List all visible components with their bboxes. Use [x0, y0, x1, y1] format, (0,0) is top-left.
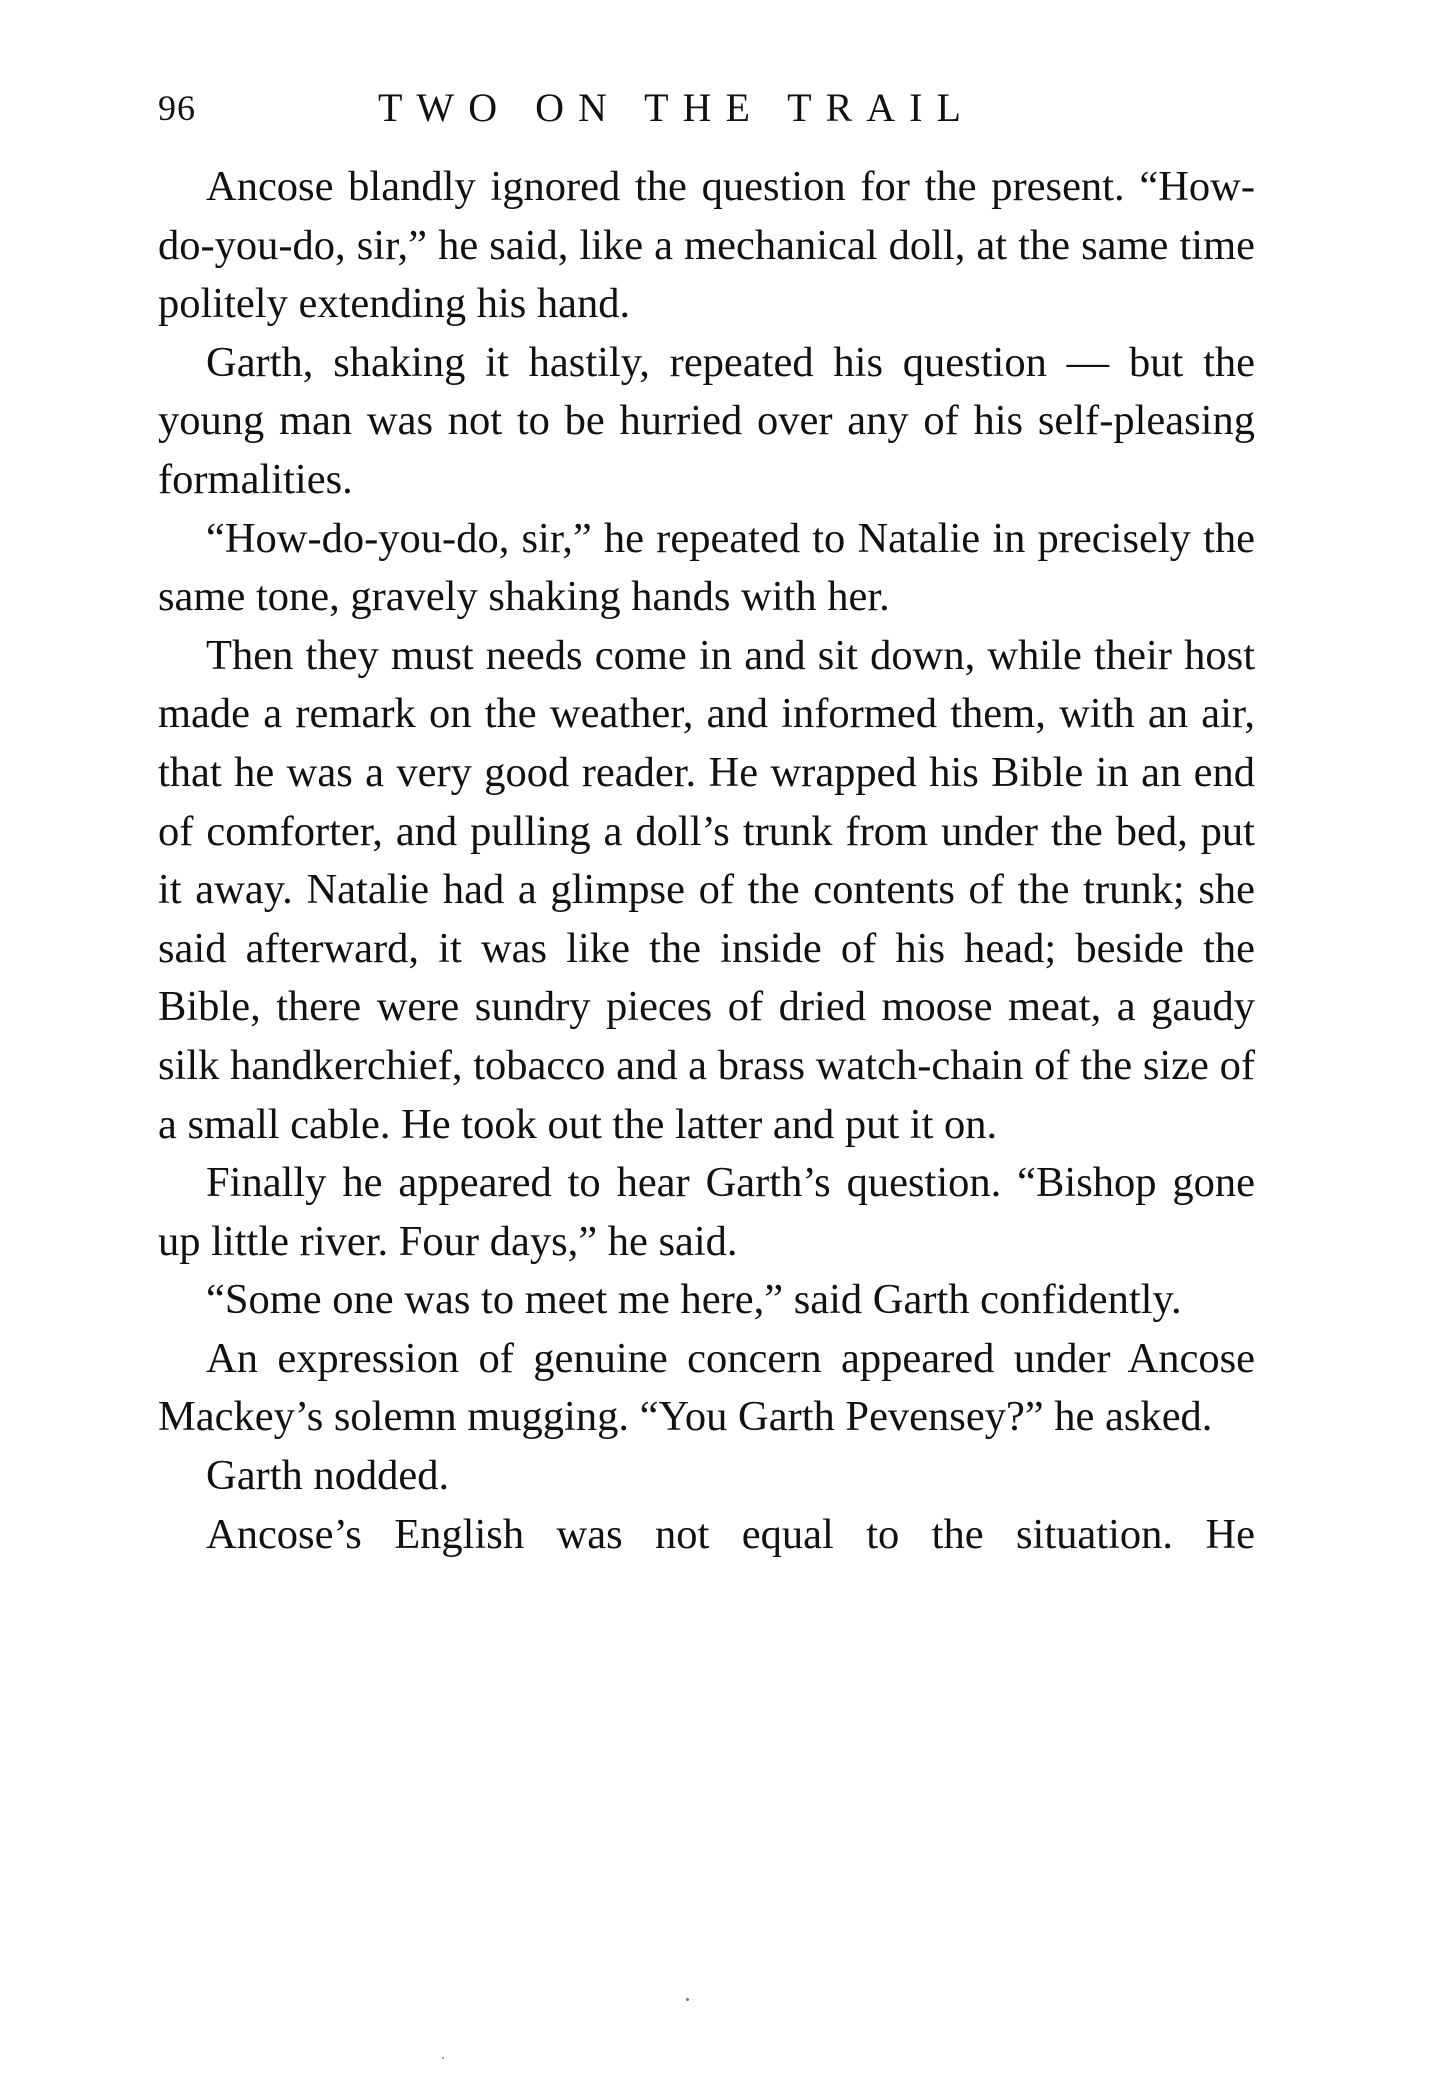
- paragraph: Garth, shaking it hastily, repeated his question — but the young man was not to be hurried over any of his self-pleasing formalities.: [158, 338, 1255, 503]
- page-number: 96: [158, 88, 196, 128]
- paragraph: Garth nodded.: [206, 1452, 450, 1500]
- paragraph: An expression of genuine concern appeared under Ancose Mackey’s solemn mugging. “You Garth Pevensey?” he asked.: [158, 1334, 1255, 1441]
- paragraph: Then they must needs come in and sit down, while their host made a remark on the weather, and informed them, with an air, that he was a very good reader. He wrapped his Bible in an end of comforter, and pulling a doll’s trunk from under the bed, put it away. Natalie had a glimpse of the contents of the trunk; she said afterward, it was like the inside of his head; beside the Bible, there were sundry pieces of dried moose meat, a gaudy silk handkerchief, tobacco and a brass watch-chain of the size of a small cable. He took out the latter and put it on.: [158, 631, 1255, 1148]
- paragraph-continues: Ancose’s English was not equal to the situation. He: [206, 1510, 1255, 1558]
- paper-speck: [686, 1998, 689, 2001]
- body-text: [158, 158, 1255, 1564]
- paragraph: “Some one was to meet me here,” said Garth confidently.: [206, 1276, 1182, 1324]
- paragraph: “How-do-you-do, sir,” he repeated to Natalie in precisely the same tone, gravely shaking hands with her.: [158, 514, 1255, 621]
- paper-speck: [442, 2057, 444, 2059]
- paragraph: Finally he appeared to hear Garth’s question. “Bishop gone up little river. Four days,” he said.: [158, 1159, 1255, 1265]
- running-title: TWO ON THE TRAIL: [378, 85, 975, 130]
- running-head: [158, 78, 1255, 138]
- paragraph: Ancose blandly ignored the question for the present. “How-do-you-do, sir,” he said, like a mechanical doll, at the same time politely extending his hand.: [158, 163, 1255, 328]
